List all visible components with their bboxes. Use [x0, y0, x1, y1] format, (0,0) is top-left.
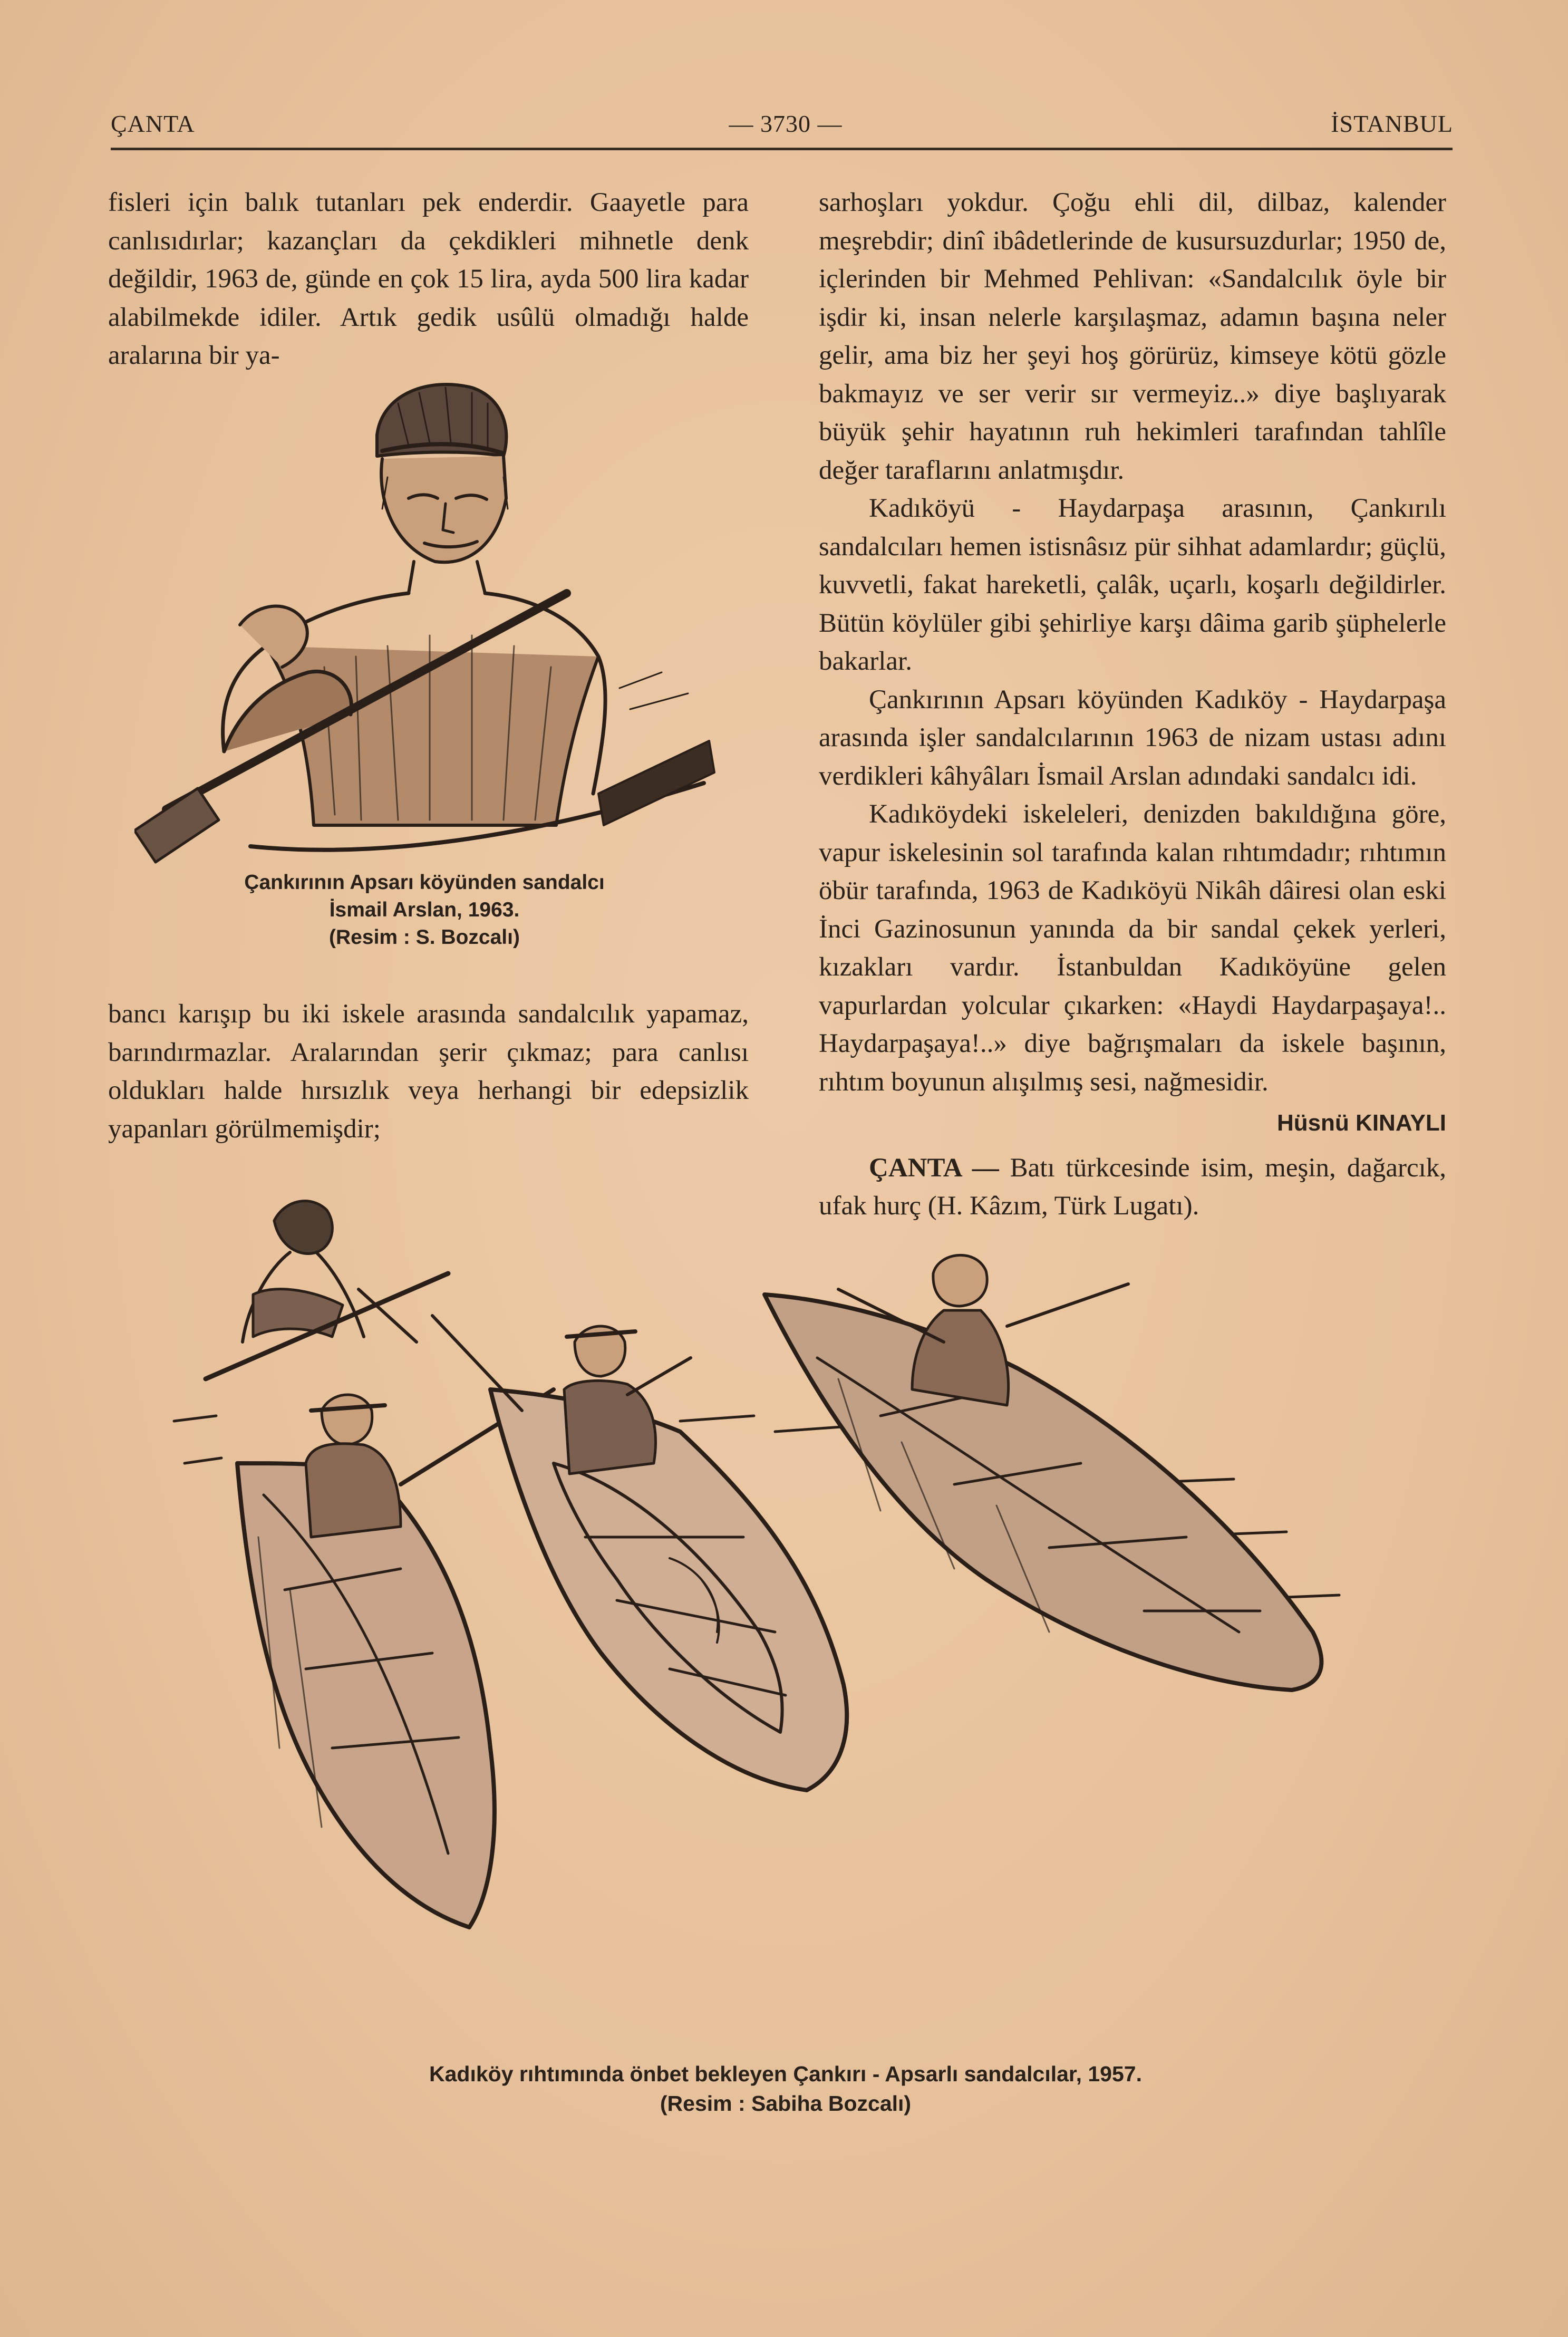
paragraph: Kadıköydeki iskeleleri, denizden bakıldığına göre, vapur iskelesinin sol tarafında kalan rıhtımdadır; rıhtımın öbür tarafında, 1963 de Kadıköyü Nikâh dâiresi olan eski İnci Gazinosunun yanında da bir sandal çekek yerleri, kızakları vardır. İstanbuldan Kadıköyüne gelen vapurlardan yolcular çıkarken: «Haydi Haydarpaşaya!.. Haydarpaşaya!..» diye bağrışmaları da iskele başının, rıhtım boyunun alışılmış sesi, nağmesidir. [819, 799, 1446, 1097]
rowboats-illustration [153, 1168, 1371, 2004]
figure-1-caption-line: Çankırının Apsarı köyünden sandalcı [244, 871, 605, 894]
boatman-portrait-illustration [134, 372, 720, 883]
figure-2-caption-credit: (Resim : Sabiha Bozcalı) [660, 2091, 912, 2116]
left-column-middle-text [108, 995, 749, 1148]
header-section-title: ÇANTA [111, 110, 195, 137]
figure-2-caption-line: Kadıköy rıhtımında önbet bekleyen Çankırı - Apsarlı sandalcılar, 1957. [429, 2062, 1142, 2086]
definition-text: Batı türkcesinde isim, meşin, dağarcık, ufak hurç (H. Kâzım, Türk Lugatı). [819, 1153, 1447, 1221]
paragraph: Kadıköyü - Haydarpaşa arasının, Çankırılı sandalcıları hemen istisnâsız pür sihhat adamlardır; güçlü, kuvvetli, fakat hareketli, çalâk, uçarlı, koşarlı değildirler. Bütün köylüler gibi şehirliye karşı dâima garib şüphelerle bakarlar. [819, 494, 1446, 676]
header-publication-title: İSTANBUL [1331, 110, 1453, 137]
paragraph: fisleri için balık tutanları pek enderdir. Gaayetle para canlısıdırlar; kazançları da çekdikleri mihnetle denk değildir, 1963 de, günde en çok 15 lira, ayda 500 lira kadar alabilmekde idiler. Artık gedik usûlü olmadığı halde aralarına bir ya- [108, 188, 749, 370]
paragraph: bancı karışıp bu iki iskele arasında sandalcılık yapamaz, barındırmazlar. Aralarından şerir çıkmaz; para canlısı oldukları halde hırsızlık veya herhangi bir edepsizlik yapanları görülmemişdir; [108, 999, 749, 1144]
paragraph: sarhoşları yokdur. Çoğu ehli dil, dilbaz, kalender meşrebdir; dinî ibâdetlerinde de kusursuzdurlar; 1950 de, içlerinden bir Mehmed Pehlivan: «Sandalcılık öyle bir işdir ki, insan nelerle karşılaşmaz, adamın başına neler gelir, ama biz her şeyi hoş görürüz, kimseye kötü gözle bakmayız ve ser verir sır vermeyiz..» diye başlıyarak büyük şehir hayatının ruh hekimleri tarafından tahlîle değer taraflarını anlatmışdır. [819, 188, 1446, 485]
figure-1-caption [200, 869, 649, 951]
paragraph: Çankırının Apsarı köyünden Kadıköy - Haydarpaşa arasında işler sandalcılarının 1963 de nizam ustası adını verdikleri kâhyâları İsmail Arslan adındaki sandalcı idi. [819, 684, 1446, 791]
header-page-number: — 3730 — [729, 110, 843, 137]
figure-1-caption-line: İsmail Arslan, 1963. [329, 899, 520, 921]
author-signature: Hüsnü KINAYLI [1276, 1110, 1446, 1136]
figure-2-caption [295, 2059, 1276, 2118]
right-column-text [819, 184, 1446, 1225]
left-column-top-text [108, 184, 749, 375]
definition-term: ÇANTA — [869, 1153, 999, 1183]
figure-1-caption-credit: (Resim : S. Bozcalı) [329, 926, 520, 949]
header-rule [111, 148, 1453, 150]
